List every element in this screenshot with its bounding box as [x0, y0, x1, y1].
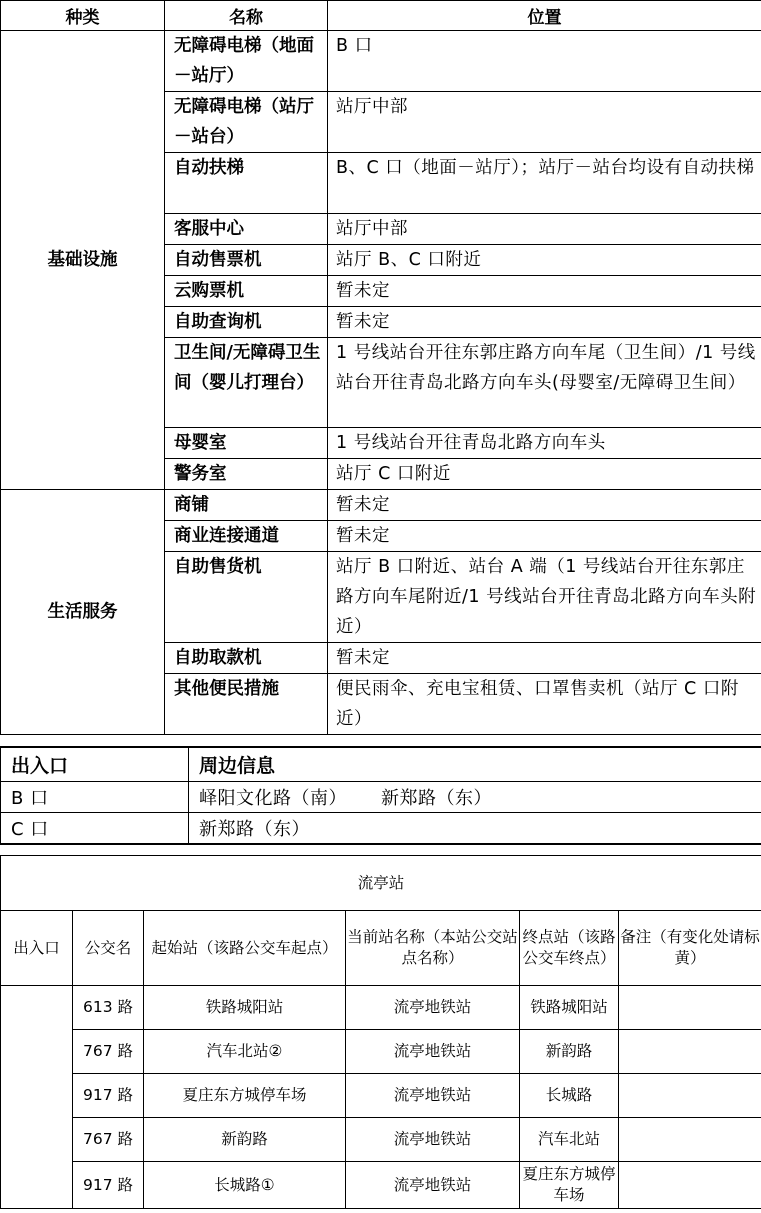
bus-line: 613 路 [73, 986, 144, 1030]
facilities-header-row [1, 1, 761, 31]
facility-name: 无障碍电梯（地面－站厅） [165, 31, 328, 92]
bus-start: 汽车北站② [144, 1030, 346, 1074]
bus-line: 917 路 [73, 1162, 144, 1209]
exit-info-road: 新郑路（东） [381, 788, 492, 809]
facility-name: 客服中心 [165, 214, 328, 245]
facility-position: 站厅 B、C 口附近 [328, 245, 761, 276]
bus-note [619, 1074, 761, 1118]
table-row [1, 1074, 761, 1118]
bus-table [0, 855, 761, 1209]
exit-info-road: 新郑路（东） [199, 819, 310, 840]
header-exit: 出入口 [1, 911, 73, 986]
table-row [1, 813, 761, 845]
facility-name: 自动售票机 [165, 245, 328, 276]
header-start: 起始站（该路公交车起点） [144, 911, 346, 986]
facility-name: 卫生间/无障碍卫生间（婴儿打理台） [165, 338, 328, 428]
header-note: 备注（有变化处请标黄） [619, 911, 761, 986]
bus-station-row [1, 856, 761, 911]
exit-info-road: 峄阳文化路（南） [199, 788, 347, 809]
facility-name: 其他便民措施 [165, 674, 328, 735]
facility-name: 自助取款机 [165, 643, 328, 674]
facility-name: 自助售货机 [165, 552, 328, 643]
bus-current: 流亭地铁站 [346, 1162, 520, 1209]
header-surroundings: 周边信息 [189, 747, 761, 782]
facility-name: 云购票机 [165, 276, 328, 307]
bus-current: 流亭地铁站 [346, 1030, 520, 1074]
bus-current: 流亭地铁站 [346, 1118, 520, 1162]
bus-note [619, 1030, 761, 1074]
facility-name: 商铺 [165, 490, 328, 521]
bus-current: 流亭地铁站 [346, 986, 520, 1030]
bus-start: 新韵路 [144, 1118, 346, 1162]
facility-position: 1 号线站台开往东郭庄路方向车尾（卫生间）/1 号线站台开往青岛北路方向车头(母婴室/无障碍卫生间） [328, 338, 761, 428]
facility-position: 暂未定 [328, 643, 761, 674]
bus-note [619, 1162, 761, 1209]
station-label: 流亭站 [1, 856, 761, 911]
bus-end: 长城路 [520, 1074, 619, 1118]
exits-table [0, 746, 761, 845]
header-end: 终点站（该路公交车终点） [520, 911, 619, 986]
exit-info [189, 813, 761, 845]
facility-position: B 口 [328, 31, 761, 92]
table-row [1, 1030, 761, 1074]
facility-position: 暂未定 [328, 307, 761, 338]
header-exit: 出入口 [1, 747, 189, 782]
bus-line: 917 路 [73, 1074, 144, 1118]
header-name: 名称 [165, 1, 328, 31]
table-row [1, 1118, 761, 1162]
facility-name: 警务室 [165, 459, 328, 490]
facility-position: 1 号线站台开往青岛北路方向车头 [328, 428, 761, 459]
facility-position: 站厅 C 口附近 [328, 459, 761, 490]
exits-header-row [1, 747, 761, 782]
facility-position: 暂未定 [328, 521, 761, 552]
facility-position: 站厅中部 [328, 92, 761, 153]
facility-position: B、C 口（地面－站厅）；站厅－站台均设有自动扶梯 [328, 153, 761, 214]
header-line: 公交名 [73, 911, 144, 986]
facility-position: 暂未定 [328, 490, 761, 521]
table-row [1, 986, 761, 1030]
facility-name: 无障碍电梯（站厅－站台） [165, 92, 328, 153]
facility-name: 母婴室 [165, 428, 328, 459]
bus-end: 夏庄东方城停车场 [520, 1162, 619, 1209]
bus-line: 767 路 [73, 1118, 144, 1162]
exit-name: B 口 [1, 782, 189, 813]
bus-note [619, 1118, 761, 1162]
facility-name: 商业连接通道 [165, 521, 328, 552]
table-row [1, 1162, 761, 1209]
bus-current: 流亭地铁站 [346, 1074, 520, 1118]
bus-end: 铁路城阳站 [520, 986, 619, 1030]
header-current: 当前站名称（本站公交站点名称） [346, 911, 520, 986]
table-row [1, 490, 761, 521]
facility-position: 站厅 B 口附近、站台 A 端（1 号线站台开往东郭庄路方向车尾附近/1 号线站台开往青岛北路方向车头附近） [328, 552, 761, 643]
bus-line: 767 路 [73, 1030, 144, 1074]
bus-start: 夏庄东方城停车场 [144, 1074, 346, 1118]
facility-name: 自助查询机 [165, 307, 328, 338]
header-position: 位置 [328, 1, 761, 31]
bus-header-row [1, 911, 761, 986]
bus-note [619, 986, 761, 1030]
facility-position: 站厅中部 [328, 214, 761, 245]
facility-position: 暂未定 [328, 276, 761, 307]
exit-name: C 口 [1, 813, 189, 845]
header-category: 种类 [1, 1, 165, 31]
bus-end: 汽车北站 [520, 1118, 619, 1162]
table-row [1, 782, 761, 813]
category-cell: 生活服务 [1, 490, 165, 735]
bus-start: 长城路① [144, 1162, 346, 1209]
exit-cell [1, 986, 73, 1209]
bus-start: 铁路城阳站 [144, 986, 346, 1030]
facility-position: 便民雨伞、充电宝租赁、口罩售卖机（站厅 C 口附近） [328, 674, 761, 735]
table-row [1, 31, 761, 92]
bus-end: 新韵路 [520, 1030, 619, 1074]
facility-name: 自动扶梯 [165, 153, 328, 214]
category-cell: 基础设施 [1, 31, 165, 490]
exit-info [189, 782, 761, 813]
